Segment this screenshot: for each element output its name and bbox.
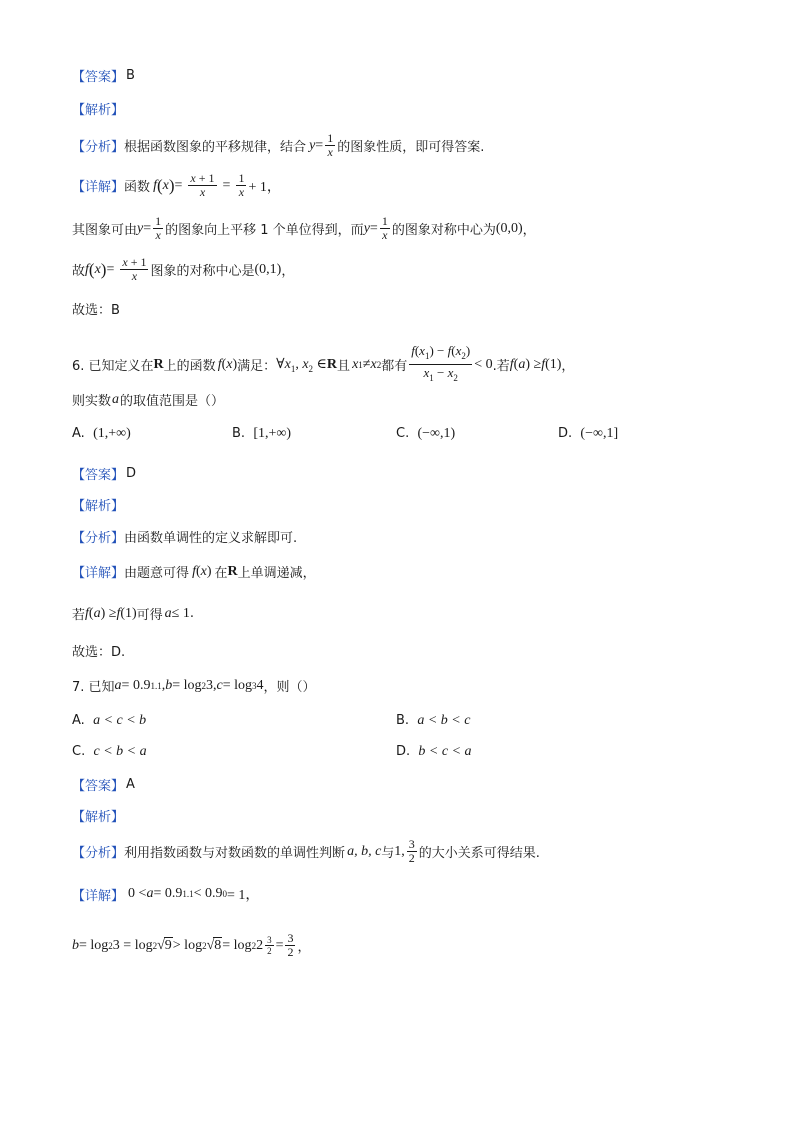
q5-detail-line: 【详解】 函数 f ( x ) = $\frac{x + 1}{x}$ = $\frac{1}{x}$ + 1， xyxy=(72,171,281,199)
q6-option-c: C. (−∞,1) xyxy=(396,426,456,441)
q7-detail-line2: b = log 2 3 = log 2 √ 9 > log 2 √ 8 = log 2 2 $\frac{3}{2}$ = $\frac{3}{2}$ ， xyxy=(72,931,311,959)
q6-stem-line2: 则实数 a 的取值范围是（） xyxy=(72,391,225,409)
q6-option-b: B. [1,+∞) xyxy=(232,426,292,441)
q6-line2: 若 f (a) ≥ f (1) 可得 a ≤ 1 . xyxy=(72,605,194,623)
q7-option-c: C. c < b < a xyxy=(72,744,147,759)
q6-stem-line1: 6. 已知定义在 R 上的函数 f ( x ) 满足： $\forall x_1$, $x_2$ ∈ R 且 x 1 ≠ x 2 都有 $\frac{f(x_1) - f(x_2)}{x_1 - x_2}$ < 0 .若 f (a) ≥ f (1) ， xyxy=(72,343,575,383)
q6-fenxi-line: 【分析】 由函数单调性的定义求解即可. xyxy=(72,531,298,546)
q7-detail-line: 【详解】 0 < a = 0.9 1.1 < 0.9 0 = 1， xyxy=(72,886,260,904)
q7-stem: 7. 已知 a = 0.9 1.1 , b = log 2 3, c = log 3 4 ，则（） xyxy=(72,677,316,695)
q7-answer-line: 【答案】 A xyxy=(72,777,135,794)
q7-option-d: D. b < c < a xyxy=(396,744,472,759)
q5-line3: 故 f ( x ) = $\frac{x + 1}{x}$ 图象的对称中心是 (0,1) ， xyxy=(72,255,295,283)
q7-option-a: A. a < c < b xyxy=(72,713,147,728)
q6-detail-line: 【详解】 由题意可得 f (x) 在 R 上单调递减， xyxy=(72,563,316,581)
q6-conclusion: 故选：D. xyxy=(72,645,126,660)
q5-analysis-heading: 【解析】 xyxy=(72,103,125,118)
q5-answer-line xyxy=(72,66,135,85)
q7-analysis-heading: 【解析】 xyxy=(72,810,125,825)
q5-line2: 其图象可由 y = $\frac{1}{x}$ 的图象向上平移 1 个单位得到，而 y = $\frac{1}{x}$ 的图象对称中心为 (0,0) ， xyxy=(72,214,536,242)
q6-answer-line: 【答案】 D xyxy=(72,466,137,483)
q5-answer-value: B xyxy=(126,68,135,83)
frac-1-over-x: $\frac{1}{x}$ xyxy=(327,131,334,159)
q6-option-d: D. (−∞,1] xyxy=(558,426,619,441)
q5-conclusion: 故选：B xyxy=(72,303,120,318)
answer-tag: 【答案】 xyxy=(72,70,125,85)
q7-fenxi-line: 【分析】 利用指数函数与对数函数的单调性判断 a, b, c 与 1, $\frac{3}{2}$ 的大小关系可得结果. xyxy=(72,837,540,865)
q6-analysis-heading: 【解析】 xyxy=(72,499,125,514)
q6-option-a: A. (1,+∞) xyxy=(72,426,131,441)
q7-option-b: B. a < b < c xyxy=(396,713,471,728)
q5-fenxi-line: 【分析】 根据函数图象的平移规律，结合 y = $\frac{1}{x}$ 的图象性质，即可得答案. xyxy=(72,131,485,159)
